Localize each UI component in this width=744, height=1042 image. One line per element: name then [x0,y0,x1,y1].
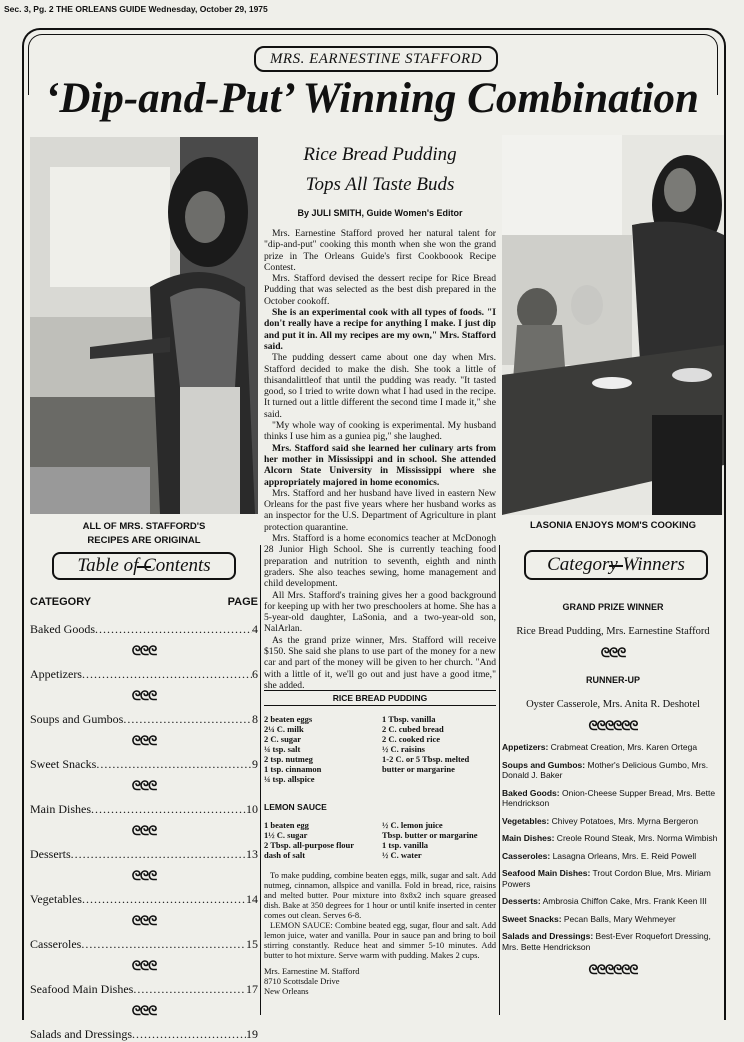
table-of-contents [30,596,258,1042]
winner-name: Crabmeat Creation, Mrs. Karen Ortega [548,742,698,752]
ingredient-line: ¼ tsp. salt [264,744,301,754]
recipe-ingredients [264,714,496,784]
winner-category: Desserts: [502,896,541,906]
toc-item-page: 19 [246,1027,258,1041]
toc-row [30,982,258,997]
page-header: Sec. 3, Pg. 2 THE ORLEANS GUIDE Wednesday, October 29, 1975 [4,4,268,14]
winner-name: Chivey Potatoes, Mrs. Myrna Bergeron [549,815,699,826]
toc-item-label: Seafood Main Dishes [30,982,134,996]
toc-item-label: Soups and Gumbos [30,712,124,726]
winner-category: Casseroles: [502,850,551,861]
ingredient-line: Mrs. Earnestine M. Stafford [264,966,360,976]
toc-item-page: 4 [252,622,258,636]
toc-col-category: CATEGORY [30,596,92,608]
toc-item-label: Vegetables [30,892,82,906]
runner-up-label: RUNNER-UP [586,675,640,685]
toc-item-label: Sweet Snacks [30,757,97,771]
winner-entry [502,931,724,952]
sauce-title: LEMON SAUCE [264,802,327,812]
ingredient-line: 2 C. sugar [264,734,302,744]
article-paragraph: Mrs. Earnestine Stafford proved her natural talent for "dip-and-put" cooking this month when she won the grand prize in The Orleans Guide's first Cookboook Recipe Contest. [264,228,496,273]
winner-category: Baked Goods: [502,787,560,798]
left-caption-line-1: ALL OF MRS. STAFFORD'S [82,521,206,532]
toc-leader [91,802,246,817]
winner-category: Main Dishes: [502,833,555,843]
toc-row [30,667,258,682]
winner-name: Lasagna Orleans, Mrs. E. Reid Powell [550,850,697,861]
ingredient-line: 1 beaten egg [264,820,309,830]
toc-row [30,1027,258,1042]
ingredient-line: ½ C. raisins [382,744,425,754]
toc-leader [123,712,252,727]
toc-item-label: Appetizers [30,667,82,681]
winner-name: Mother's Delicious Gumbo, Mrs. Donald J. Baker [502,759,709,780]
ornament-divider: ᘓᘓᘓ [131,1003,157,1018]
ornament-divider: ᘓᘓᘓ [131,778,157,793]
toc-row [30,757,258,772]
ornament-divider: ᘓᘓᘓᘓᘓᘓ [588,962,638,977]
winner-list [502,742,724,952]
headline: ‘Dip-and-Put’ Winning Combination [45,75,699,122]
toc-row [30,622,258,637]
toc-leader [82,667,252,682]
toc-item-label: Baked Goods [30,622,95,636]
ingredient-line: 8710 Scottsdale Drive [264,976,340,986]
winner-category: Appetizers: [502,742,549,752]
winner-category: Vegetables: [502,815,550,826]
article-byline: By JULI SMITH, Guide Women's Editor [297,208,463,218]
article [264,140,496,691]
ingredient-line: 2 C. cubed bread [382,724,444,734]
winner-name: Ambrosia Chiffon Cake, Mrs. Frank Keen III [540,896,707,906]
recipe-title: RICE BREAD PUDDING [264,690,496,706]
photo-stafford-cooking [30,137,258,514]
toc-item-page: 13 [246,847,258,861]
column-rule-left [260,545,261,1015]
sauce-left [264,820,376,860]
winner-name: Best-Ever Roquefort Dressing, Mrs. Bette Hendrickson [502,931,711,952]
toc-item-page: 8 [252,712,258,726]
ornament-divider: ᘓᘓᘓ [131,958,157,973]
ornament-divider: ᘓᘓᘓ [600,645,626,660]
ornament-divider: ᘓᘓᘓᘓᘓᘓ [588,718,638,733]
article-subhead-2: Tops All Taste Buds [305,174,455,195]
winner-category: Soups and Gumbos: [502,759,586,770]
feature-name-box: MRS. EARNESTINE STAFFORD [254,46,498,72]
ornament-divider: ᘓᘓᘓ [131,868,157,883]
toc-headings [30,596,258,608]
winners-title: Category Winners [524,550,708,580]
ingredient-line: ½ C. lemon juice [382,820,443,830]
runner-up-text: Oyster Casserole, Mrs. Anita R. Deshotel [526,699,700,710]
toc-item-page: 9 [252,757,258,771]
toc-col-page: PAGE [227,596,258,608]
winner-entry [502,914,724,925]
ingredient-line: 2 tsp. nutmeg [264,754,313,764]
method-paragraph: LEMON SAUCE: Combine beated egg, sugar, flour and salt. Add lemon juice, water and vanilla. Pour in sauce pan and bring to boil stirring constantly. Reduce heat and simmer 5-10 minutes. Add butter to hot mixture. Serve warm with pudding. Makes 2 cups. [264,920,496,960]
recipe-signature [264,966,496,996]
article-paragraph: The pudding dessert came about one day when Mrs. Stafford decided to make the dish. She took a little of thisandalittleof that until the pudding was ready. "It tasted good, so I tried to write down what I had used in the recipe. It turned out a little different the second time I made it," she said. [264,352,496,420]
toc-leader [82,892,246,907]
ingredient-line: 1 tsp. cinnamon [264,764,322,774]
toc-item-page: 15 [246,937,258,951]
article-paragraph: All Mrs. Stafford's training gives her a good background for keeping up with her two preschoolers at home. She has a 5-year-old daughter, LaSonia, and a two-year-old son, NalArlan. [264,589,496,635]
grand-prize-text: Rice Bread Pudding, Mrs. Earnestine Stafford [516,626,710,637]
ornament-divider: ᘓᘓᘓ [131,733,157,748]
ornament-divider: ᘓᘓᘓ [131,913,157,928]
ingredients-left [264,714,376,784]
ornament-divider: ᘓᘓᘓ [131,643,157,658]
winner-category: Salads and Dressings: [502,931,594,941]
toc-item-page: 10 [246,802,258,816]
article-paragraph: Mrs. Stafford said she learned her culinary arts from her mother in Mississippi and in school. She attended Alcorn State University in Mississippi where she appropriately majored in home economics. [264,442,496,488]
winner-entry [502,868,724,889]
article-paragraph: Mrs. Stafford is a home economics teacher at McDonogh 28 Junior High School. She is currently teaching food preparation and nutrition to seventh, eighth and ninth graders. She also teaches sewing, home management and child development. [264,533,496,590]
toc-row [30,847,258,862]
winner-entry [502,816,724,827]
toc-row [30,937,258,952]
ingredient-line: 1-2 C. or 5 Tbsp. melted [382,754,470,764]
toc-row [30,712,258,727]
winner-entry [502,833,724,844]
article-subhead-1: Rice Bread Pudding [303,144,457,165]
toc-item-label: Desserts [30,847,71,861]
ornament-divider: ᘓᘓᘓ [131,823,157,838]
toc-leader [95,622,252,637]
ingredient-line: 2 Tbsp. all-purpose flour [264,840,355,850]
toc-leader [133,982,246,997]
method-paragraph: To make pudding, combine beaten eggs, milk, sugar and salt. Add nutmeg, cinnamon, allspice and vanilla. Fold in bread, rice, raisins and melted butter. Pour mixture into 8x8x2 inch square greased dish. Bake at 350 degrees for 1 hour or until knife inserted in center comes out clean. Serves 6-8. [264,870,496,920]
toc-item-page: 14 [246,892,258,906]
article-paragraph: She is an experimental cook with all types of foods. "I don't really have a recipe for anything I make. I just dip and put it in. All my recipes are my own," Mrs. Stafford said. [264,307,496,352]
winner-category: Seafood Main Dishes: [502,868,591,878]
category-winners [502,602,724,978]
sauce-ingredients [264,820,496,860]
toc-leader [132,1027,246,1042]
winner-name: Creole Round Steak, Mrs. Norma Wimbish [554,833,718,843]
toc-item-label: Main Dishes [30,802,91,816]
left-caption-line-2: RECIPES ARE ORIGINAL [87,535,201,546]
ingredient-line: 1 tsp. vanilla [382,840,429,850]
winner-name: Pecan Balls, Mary Wehmeyer [561,913,676,924]
article-paragraph: Mrs. Stafford devised the dessert recipe for Rice Bread Pudding that was selected as the best dish prepared in the October cookoff. [264,273,496,307]
toc-title: Table of Contents [52,552,236,580]
winner-name: Trout Cordon Blue, Mrs. Miriam Powers [502,868,711,889]
toc-leader [96,757,252,772]
winner-entry [502,760,724,781]
left-photo-caption [30,520,258,548]
toc-item-label: Salads and Dressings [30,1027,132,1041]
ingredient-line: 2 beaten eggs [264,714,313,724]
winner-entry [502,896,724,907]
ingredient-line: ½ C. water [382,850,422,860]
ingredient-line: dash of salt [264,850,306,860]
column-rule-right [499,545,500,1015]
toc-row [30,892,258,907]
toc-item-label: Casseroles [30,937,82,951]
ingredients-right [382,714,496,784]
recipe-box [264,690,496,996]
toc-list [30,622,258,1042]
ingredient-line: 1½ C. sugar [264,830,308,840]
toc-item-page: 17 [246,982,258,996]
grand-prize-label: GRAND PRIZE WINNER [562,602,664,612]
ingredient-line: 2¼ C. milk [264,724,304,734]
toc-item-page: 6 [252,667,258,681]
article-body [264,228,496,691]
ingredient-line: ¼ tsp. allspice [264,774,315,784]
ingredient-line: butter or margarine [382,764,455,774]
winner-category: Sweet Snacks: [502,913,562,924]
toc-leader [81,937,246,952]
winner-name: Onion-Cheese Supper Bread, Mrs. Bette Hendrickson [502,787,716,808]
ingredient-line: 1 Tbsp. vanilla [382,714,436,724]
winner-entry [502,788,724,809]
recipe-method [264,870,496,960]
right-photo-caption: LASONIA ENJOYS MOM'S COOKING [529,520,697,531]
ingredient-line: 2 C. cooked rice [382,734,441,744]
toc-row [30,802,258,817]
article-paragraph: As the grand prize winner, Mrs. Stafford will receive $150. She said she plans to use part of the money for a new car and part of the money will be given to her church. "And with a little of it, we'll go out and just have a good itme," she added. [264,634,496,691]
ornament-divider: ᘓᘓᘓ [131,688,157,703]
article-paragraph: "My whole way of cooking is experimental. My husband thinks I use him as a guniea pig," she laughed. [264,420,496,443]
winner-entry [502,742,724,753]
ingredient-line: New Orleans [264,986,309,996]
toc-leader [71,847,246,862]
ingredient-line: Tbsp. butter or margarine [382,830,478,840]
article-paragraph: Mrs. Stafford and her husband have lived in eastern New Orleans for the past five years where her husband works as an inspector for the U.S. Department of Agriculture in plant protection quarantine. [264,487,496,533]
sauce-right [382,820,496,860]
photo-lasonia [502,135,724,515]
winner-entry [502,851,724,862]
